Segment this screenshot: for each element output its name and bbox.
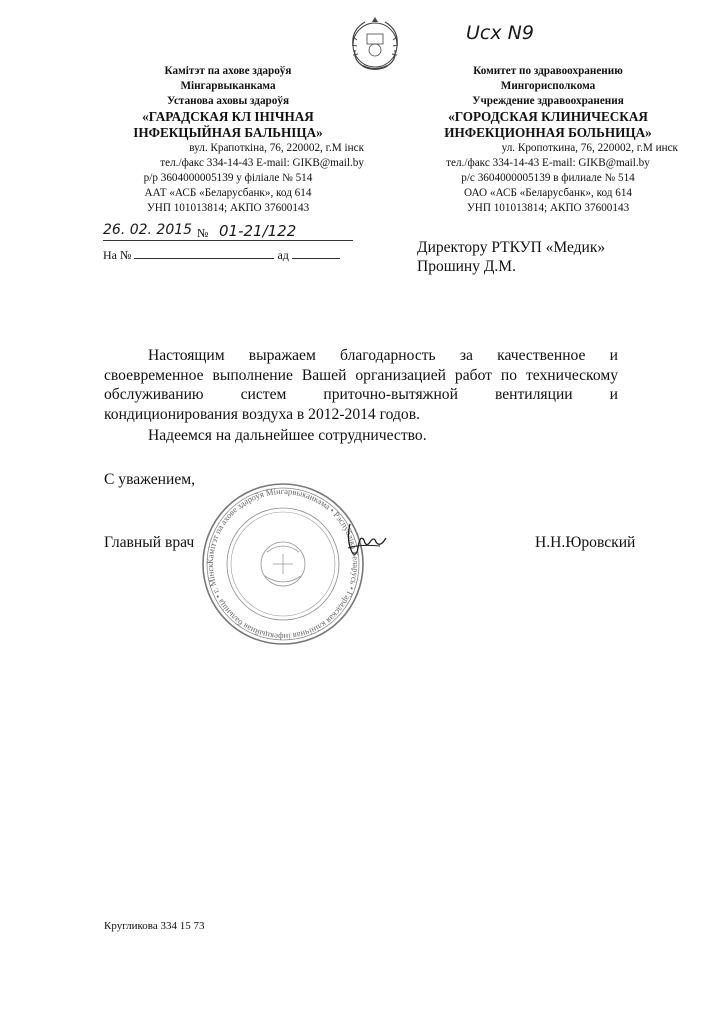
handwritten-signature: [340, 518, 390, 562]
header-by-phone: тел./факс 334-14-43 E-mail: GIKB@mail.by: [160, 157, 364, 169]
header-ru-name1: «ГОРОДСКАЯ КЛИНИЧЕСКАЯ: [448, 109, 648, 124]
header-by-name2: ІНФЕКЦЫЙНАЯ БАЛЬНІЦА»: [133, 125, 323, 140]
footer-contact: Кругликова 334 15 73: [104, 920, 205, 932]
outgoing-number: 01-21/122: [219, 222, 297, 240]
header-ru-phone: тел./факс 334-14-43 E-mail: GIKB@mail.by: [446, 157, 650, 169]
signature-position: Главный врач: [104, 534, 195, 551]
header-ru-line1: Комитет по здравоохранению: [473, 65, 623, 77]
outgoing-number-label: №: [197, 226, 209, 240]
letter-body: [104, 346, 618, 446]
body-paragraph-1: Настоящим выражаем благодарность за качественное и своевременное выполнение Вашей организацией работ по техническому обслуживанию систем приточно-вытяжной вентиляции и кондиционирования воздуха в 2012-2014 годов.: [104, 347, 618, 424]
reply-suffix: ад: [277, 248, 289, 262]
addressee: [417, 238, 605, 276]
reply-label: На №: [103, 248, 132, 262]
handwritten-registration-note: Ucx N9: [466, 22, 534, 44]
header-ru-line3: Учреждение здравоохранения: [472, 95, 624, 107]
header-by-line2: Мінгарвыканкама: [180, 80, 276, 92]
header-belarusian: [92, 64, 364, 216]
header-russian: [418, 64, 678, 216]
outgoing-date: 26. 02. 2015: [103, 222, 193, 238]
stamp-ring-text: Камітэт па ахове здароўя Мінгарвыканкама • Рэспубліка Беларусь • Гарадская клінічная інфекцыйная бальніца • г. Мінск: [204, 485, 362, 643]
header-ru-line2: Мингорисполкома: [500, 80, 596, 92]
header-by-account: р/р 3604000005139 у філіале № 514: [143, 172, 313, 184]
header-by-address: вул. Крапоткіна, 76, 220002, г.М інск: [189, 142, 364, 154]
header-by-ids: УНП 101013814; АКПО 37600143: [146, 202, 310, 214]
official-stamp: [199, 480, 367, 648]
header-by-line3: Установа аховы здароўя: [166, 95, 290, 107]
header-ru-name2: ИНФЕКЦИОННАЯ БОЛЬНИЦА»: [444, 125, 652, 140]
reply-to-line: [103, 248, 353, 263]
header-by-line1: Камітэт па ахове здароўя: [164, 65, 292, 77]
header-by-name1: «ГАРАДСКАЯ КЛ ІНІЧНАЯ: [142, 109, 314, 124]
addressee-line2: Прошину Д.М.: [417, 258, 516, 275]
header-by-bank: ААТ «АСБ «Беларусбанк», код 614: [144, 187, 312, 199]
header-ru-ids: УНП 101013814; АКПО 37600143: [466, 202, 630, 214]
closing: С уважением,: [104, 471, 196, 488]
header-ru-address: ул. Кропоткина, 76, 220002, г.М инск: [501, 142, 678, 154]
addressee-line1: Директору РТКУП «Медик»: [417, 239, 606, 256]
body-paragraph-2: Надеемся на дальнейшее сотрудничество.: [148, 426, 427, 444]
header-ru-bank: ОАО «АСБ «Беларусбанк», код 614: [463, 187, 633, 199]
outgoing-number-line: [103, 222, 353, 241]
signatory-name: Н.Н.Юровский: [535, 534, 636, 551]
header-ru-account: р/с 3604000005139 в филиале № 514: [461, 172, 635, 184]
